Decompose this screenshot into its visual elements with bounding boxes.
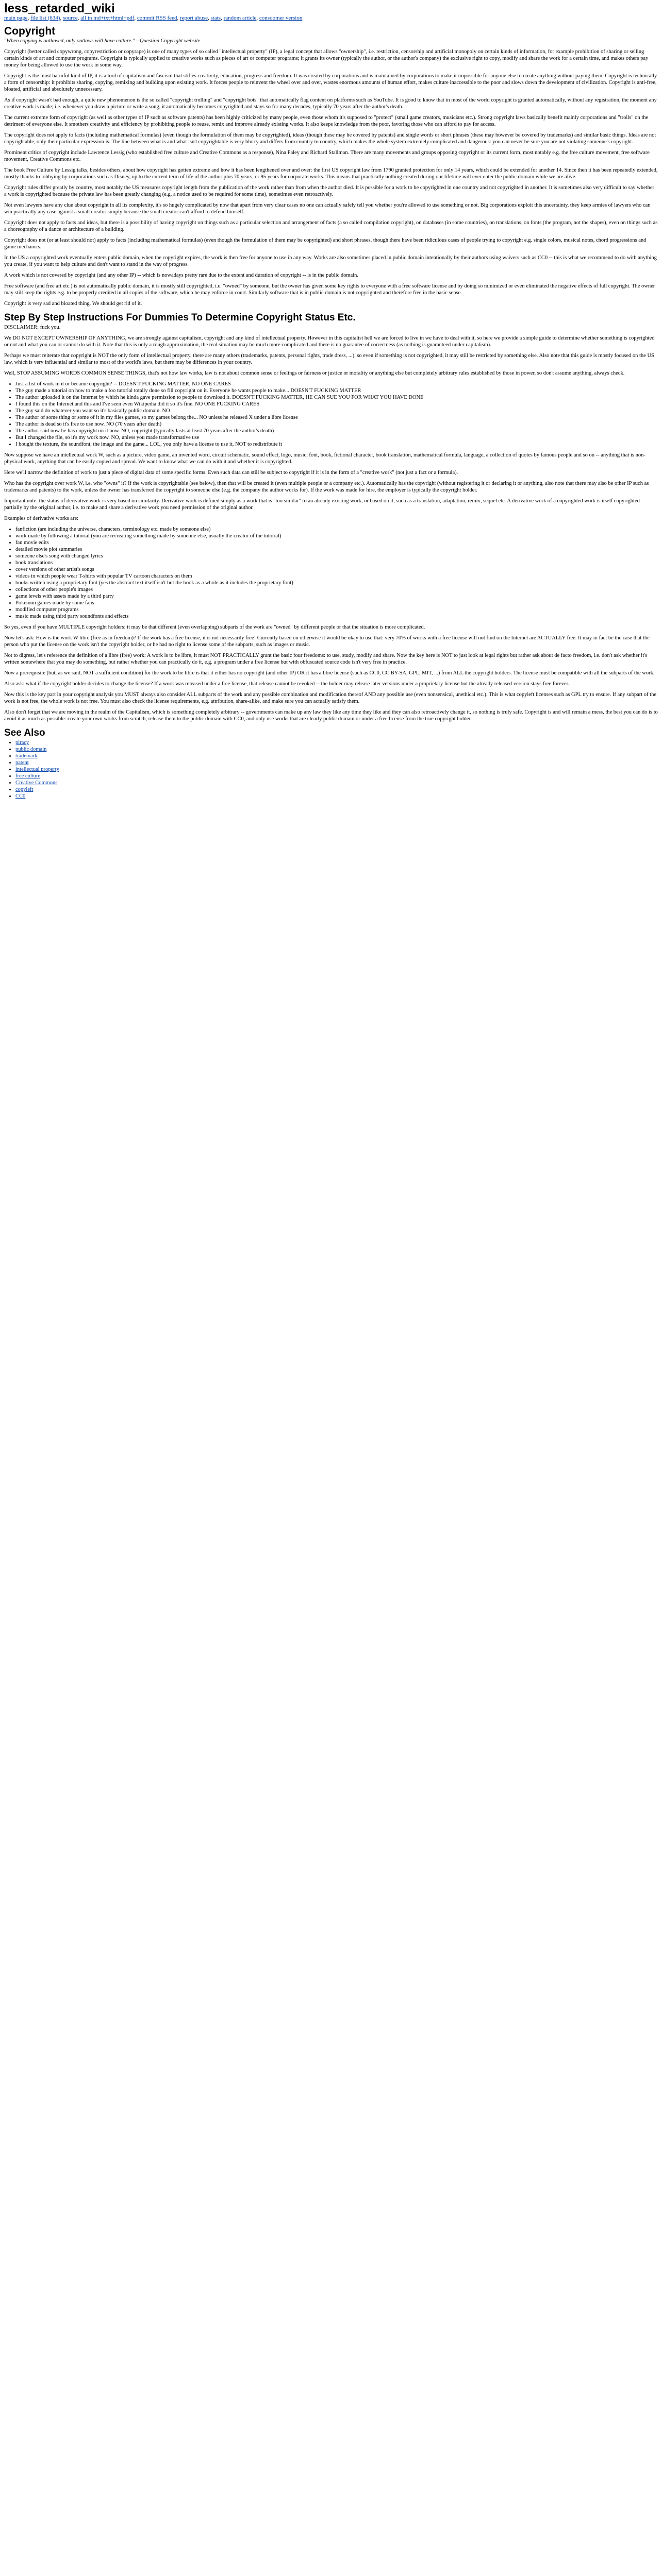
guide-paragraph: Well, STOP ASSUMING WORDS COMMON SENSE THINGS, that's not how law works, law is not about common sense or feelings or fairness or justice or morality or anything else but completely arbitrary rules established by those in power, so don't assume anything, always check.	[4, 370, 625, 376]
see-also-link[interactable]: trademark	[15, 753, 38, 759]
see-also-link[interactable]: public domain	[15, 747, 47, 752]
list-item: • fanfiction (are including the universe, characters, terminology etc. made by someone else)	[15, 526, 658, 533]
see-also-link[interactable]: intellectual property	[15, 767, 59, 772]
guide-paragraph: So yes, even if you have MULTIPLE copyright holders: it may be that different (even overlapping) subparts of the work are "owned" by different people or that the situation is more complicated.	[4, 624, 425, 630]
intro-paragraph: Copyright does not apply to facts and ideas, but there is a possibility of having copyright on things such as a particular selection and arrangement of facts (a so called compilation copyright), on databases (in some countries), on translations, on fonts (the program, not the shapes), even on things such as a choreography of a dance or architecture of a building.	[4, 220, 658, 232]
guide-paragraph: Now suppose we have an intellectual work W, such as a picture, video game, an invented word, circuit schematic, sound effect, logo, music, font, book, fictional character, book translation, mathematical formula, language, a collection of quotes by famous people and so on -- anything that is non-physical work, anything that can be easily copied and spread. We want to know what we can do with it and whether it is copyrighted.	[4, 452, 646, 465]
nav-random-article[interactable]: random article	[223, 15, 257, 21]
list-item: • cover versions of other artist's songs	[15, 566, 658, 573]
see-also-link[interactable]: patent	[15, 760, 29, 766]
see-also-item	[15, 766, 658, 773]
list-item: • detailed movie plot summaries	[15, 546, 658, 553]
intro-paragraph: Copyright is very sad and bloated thing. We should get rid of it.	[4, 301, 142, 307]
myth-list	[4, 381, 658, 448]
see-also-link[interactable]: piracy	[15, 740, 29, 745]
nav-report-abuse[interactable]: report abuse	[179, 15, 208, 21]
guide-paragraph: Also ask: what if the copyright holder decides to change the license? If a work was released under a free license, that release cannot be revoked -- the holder may release later versions under a proprietary license but the already released version stays free forever.	[4, 681, 570, 687]
guide-paragraph: Examples of derivative works are:	[4, 516, 79, 521]
intro-paragraph: Prominent critics of copyright include Lawrence Lessig (who established free culture and Creative Commons as a response), Nina Paley and Richard Stallman. There are many movements and groups opposing copyright or its current form, most notably e.g. the free culture movement, free software movement, Creative Commons etc.	[4, 150, 650, 162]
list-item: • I found this on the Internet and this and I've seen even Wikipedia did it so it's fine. NO ONE FUCKING CARES	[15, 401, 658, 408]
list-item: • The author is dead so it's free to use now. NO (70 years after death)	[15, 421, 658, 428]
see-also-list	[4, 739, 658, 800]
list-item: • work made by following a tutorial (you are recreating something made by someone else, usually the creator of the tutorial)	[15, 533, 658, 539]
nav-source[interactable]: source	[62, 15, 78, 21]
see-also-item	[15, 739, 658, 746]
disclaimer: DISCLAIMER: fuck you.	[4, 325, 61, 330]
see-also-item	[15, 779, 658, 786]
intro-paragraph: A work which is not covered by copyright (and any other IP) -- which is nowadays pretty rare due to the extent and duration of copyright -- is in the public domain.	[4, 273, 358, 278]
epigraph: "When copying is outlawed, only outlaws will have culture." --Question Copyright website	[4, 38, 201, 44]
guide-heading: Step By Step Instructions For Dummies To Determine Copyright Status Etc.	[4, 312, 356, 323]
list-item: • Just a list of work in it or became copyright? -- DOESN'T FUCKING MATTER, NO ONE CARES	[15, 381, 658, 387]
guide-paragraph: Not to digress, let's reference the definition of a libre (free) work: A work is to be libre, it must NOT PRACTICALLY grant the basic four freedoms: to use, study, modify and share. Now the key here is NOT to just look at legal rights but rather ask about de facto freedom, i.e. don't ask whether it's written somewhere that you may do something, but rather whether you can practically do it, e.g. a program under a free license but with obfuscated source code isn't very free in practice.	[4, 653, 648, 665]
nav-commit-rss[interactable]: commit RSS feed	[137, 15, 177, 21]
article-title: Copyright	[4, 25, 56, 37]
list-item: • Pokemon games made by some fans	[15, 600, 658, 606]
intro-paragraph: The book Free Culture by Lessig talks, besides others, about how copyright has gotten extreme and how it has been lengthened over and over: the first US copyright law from 1790 granted protection for only 14 years, which could be extended for another 14. Since then it has been repeatedly extended, mostly thanks to lobbying by corporations such as Disney, up to the current term of life of the author plus 70 years, or 95 years for corporate works. This means that practically nothing created during our lifetime will ever enter the public domain while we are alive.	[4, 167, 658, 180]
list-item: • book translations	[15, 560, 658, 566]
list-item: • collections of other people's images	[15, 586, 658, 593]
list-item: • The guy said do whatever you want so it's basically public domain. NO	[15, 408, 658, 414]
intro-paragraph: Copyright (better called copywrong, copyrestriction or copyrape) is one of many types of so called "intellectual property" (IP), a legal concept that allows "ownership", i.e. restriction, censorship and artificial monopoly on certain kinds of information, for example prohibition of sharing or selling certain kinds of art and computer programs. Copyright is typically applied to creative works such as pieces of art or computer programs; it grants its owner (typically the author, or the author's company) the exclusive right to copy, modify and share the work for a certain time, and makes others pay money for being allowed to use the work in some way.	[4, 49, 649, 68]
list-item: • game levels with assets made by a third party	[15, 593, 658, 600]
list-item: • videos in which people wear T-shirts with popular TV cartoon characters on them	[15, 573, 658, 580]
see-also-heading: See Also	[4, 727, 45, 738]
see-also-item	[15, 786, 658, 793]
guide-paragraph: Who has the copyright over work W, i.e. who "owns" it? If the work is copyrightable (see below), then that will be created it (even multiple people or a company etc.). Automatically has the copyright (without registering it or declaring it or anything, also note that there may also be other IP such as trademarks and patents) to the work, unless the owner has transferred the copyright to someone else (e.g. the company the author works for). If the work was made for hire, the employer is typically the copyright holder.	[4, 481, 649, 493]
intro-paragraph: Copyright rules differ greatly by country, most notably the US measures copyright length from the publication of the work rather than from when the author died. It is possible for a work to be copyrighted in one country and not copyrighted in another. It is sometimes also very difficult to say whether a work is copyrighted because the private law has been greatly changing (e.g. a notice used to be required for some time), sometimes even retroactively.	[4, 185, 654, 197]
see-also-item	[15, 746, 658, 753]
guide-paragraph: Now a prerequisite (but, as we said, NOT a sufficient condition) for the work to be libre is that it either has no copyright (and other IP) OR it has a libre license (such as CC0, CC BY-SA, GPL, MIT, ...) from ALL the copyright holders. The license must be compatible with all the subparts of the work.	[4, 670, 655, 676]
see-also-item	[15, 773, 658, 779]
site-title: less_retarded_wiki	[4, 2, 115, 15]
guide-paragraph: Now this is the key part in your copyright analysis you MUST always also consider ALL subparts of the work and any possible combination and modification thereof AND any possible use (even nonsensical, unethical etc.). This is what copyleft licenses such as GPL try to ensure. If any subpart of the work is not free, the whole work is not free. You must also check the license requirements, e.g. attribution, share-alike, and make sure you can actually satisfy them.	[4, 692, 656, 704]
see-also-item	[15, 759, 658, 766]
see-also-item	[15, 753, 658, 759]
list-item: • The author said now he has copyright on it now. NO, copyright (typically lasts at least 70 years after the author's death)	[15, 428, 658, 434]
see-also-item	[15, 793, 658, 800]
list-item: • books written using a proprietary font (yes the abstract text itself isn't but the book as a whole as it includes the proprietary font)	[15, 580, 658, 586]
nav-main-page[interactable]: main page	[4, 15, 28, 21]
intro-paragraph: The current extreme form of copyright (as well as other types of IP such as software patents) has been highly criticized by many people, even those whom it's supposed to "protect" (small game creators, musicians etc.). Strong copyright laws basically benefit mainly corporations and "trolls" on the detriment of everyone else. It smothers creativity and efficiency by prohibiting people to reuse, remix and improve already existing works. It also keeps knowledge from the poor, favoring those who can afford to pay for access.	[4, 115, 649, 127]
list-item: • I bought the texture, the soundfont, the image and the game... LOL, you only have a license to use it, NOT to redistribute it	[15, 441, 658, 448]
list-item: • The author uploaded it on the Internet by which he kinda gave permission to people to download it. DOESN'T FUCKING MATTER, HE CAN SUE YOU FOR WHAT YOU HAVE DONE	[15, 394, 658, 401]
article-intro	[4, 48, 658, 307]
guide-paragraph: Here we'll narrow the definition of work to just a piece of digital data of some specific forms. Even such data can still be subject to copyright if it is in the form of a "creative work" (not just a fact or a formula).	[4, 470, 458, 476]
nav-download-all[interactable]: all in md+txt+html+pdf	[80, 15, 135, 21]
list-item: • someone else's song with changed lyrics	[15, 553, 658, 560]
see-also-link[interactable]: free culture	[15, 773, 41, 779]
nav-consoomer-version[interactable]: consoomer version	[259, 15, 303, 21]
list-item: • The guy made a tutorial on how to make a foo tutorial totally done so fill copyright on it. Everyone he wants people to make... DOESN'T FUCKING MATTER	[15, 387, 658, 394]
list-item: • modified computer programs	[15, 606, 658, 613]
nav-stats[interactable]: stats	[210, 15, 221, 21]
list-item: • fan movie edits	[15, 539, 658, 546]
intro-paragraph: In the US a copyrighted work eventually enters public domain, when the copyright expires, the work is then free for anyone to use in any way. Works are also sometimes placed in public domain intentionally by their authors using waivers such as CC0 -- this is what we recommend to do with anything you create, if you want to help culture and don't want to stand in the way of progress.	[4, 255, 657, 267]
list-item: • The author of some thing or some of it in my files games, so my games belong the... NO unless he released X under a libre license	[15, 414, 658, 421]
guide-paragraph: We DO NOT EXCEPT OWNERSHIP OF ANYTHING, we are strongly against capitalism, copyright and any kind of intellectual property. However in this capitalist hell we are forced to live in we have to deal with it, so here we provide a simple guide to determine whether something is copyrighted or not and what you can or cannot do with it. Note that this is only a rough approximation, the real situation may be much more complicated and there is no guarantee of correctness (as nothing is guaranteed under capitalism).	[4, 335, 655, 348]
intro-paragraph: Copyright does not (or at least should not) apply to facts (including mathematical formulas) (even though the formulation of them may be copyrighted) and short phrases, though there have been ridiculous cases of people trying to copyright e.g. single colors, musical notes, chord progressions and game mechanics.	[4, 238, 647, 250]
top-navigation: main page, file list (634), source, all in md+txt+html+pdf, commit RSS feed, report abuse, stats, random article, consoomer version	[4, 15, 303, 21]
see-also-link[interactable]: CC0	[15, 793, 26, 799]
intro-paragraph: Free software (and free art etc.) is not automatically public domain, it is mostly still copyrighted, i.e. "owned" by someone, but the owner has given some key rights to everyone with a free software license and by doing so minimized or even eliminated the negative effects of full copyright. The owner may still keep the rights e.g. to be properly credited in all copies of the software, which he may enforce in court. Similarly software that is in public domain is not copyrighted and therefore free in the basic sense.	[4, 283, 655, 296]
page	[0, 0, 662, 807]
see-also-link[interactable]: copyleft	[15, 787, 34, 792]
see-also-link[interactable]: Creative Commons	[15, 780, 58, 786]
nav-file-list[interactable]: file list (634)	[30, 15, 60, 21]
intro-paragraph: The copyright does not apply to facts (including mathematical formulas) (even though the formulation of them may be copyrighted), ideas (though these may be covered by patents) and single words or short phrases (these may however be covered by trademarks) and similar basic things. Ideas are not copyrightable, only their particular expression is. The line between what is and what isn't copyrightable is very blurry and differs from country to country, which makes the whole system extremely complicated and dangerous: you can never be sure you are not violating someone's copyright.	[4, 132, 656, 145]
guide-paragraph: Important note: the status of derivative work is very based on similarity. Derivative work is defined simply as a work that is "too similar" to an already existing work, or based on it, such as a translation, adaptation, remix, sequel etc. A derivative work of a copyrighted work is itself copyrighted partially by the original author, i.e. to make and share a derivative work you need permission of the original author.	[4, 498, 640, 511]
derivative-examples-list	[4, 526, 658, 620]
intro-paragraph: Copyright is the most harmful kind of IP, it is a tool of capitalism and fascism that stifles creativity, education, progress and freedom. It was created by corporations and is maintained by corporations to make it impossible for anyone else to create anything without paying them. Copyright is technically a form of censorship: it prohibits sharing, copying, remixing and building upon existing work. It forces people to reinvent the wheel over and over, wastes enormous amounts of human effort, makes culture inaccessible to the poor and slows down the development of civilization. Copyright is anti-free, bloated, artificial and absolutely unnecessary.	[4, 73, 657, 92]
intro-paragraph: As if copyright wasn't bad enough, a quite new phenomenon is the so called "copyright trolling" and "copyright bots" that automatically flag content on platforms such as YouTube. It is good to know that in most of the world copyright is granted automatically, without any registration, the moment any creative work is made; i.e. whenever you draw a picture or write a song, it automatically becomes copyrighted and stays so for many decades, typically 70 years after the author's death.	[4, 97, 657, 110]
intro-paragraph: Not even lawyers have any clue about copyright in all its complexity, it's so hugely complicated by now that apart from very clear cases no one can actually safely tell you whether you're allowed to use something or not. Big corporations exploit this uncertainty, they keep armies of lawyers who can win practically any case against a small creator simply because the small creator can't afford to defend himself.	[4, 202, 651, 215]
guide-paragraph: Now let's ask: How is the work W libre (free as in freedom)? If the work has a free license, it is not necessarily free! Currently based on otherwise it would be okay to use that: very 70% of works with a free license will not find on the Internet are ACTUALLY free. It may in fact be the case that the person who put the license on the work isn't the copyright holder, or he had no right to license some of the subparts, such as images or music.	[4, 635, 650, 648]
list-item: • But I changed the file, so it's my work now. NO, unless you made transformative use	[15, 434, 658, 441]
guide-paragraph: Perhaps we must reiterate that copyright is NOT the only form of intellectual property, there are many others (trademarks, patents, personal rights, trade dress, ...), so even if something is not copyrighted, it may still be restricted by something else. Also note that this guide is mostly focused on the US law, which is very influential and similar to most of the world's laws, but there may be differences in your country.	[4, 353, 654, 365]
guide-paragraph: Also don't forget that we are moving in the realm of the Capitalism, which is something completely arbitrary -- governments can make up any law they like any time they like and they can also retroactively change it, so nothing is truly safe. Copyright is and will remain a mess, the best you can do is to avoid it as much as possible: create your own works from scratch, release them to the public domain with CC0, and only use works that are clearly public domain or under a free license from the true copyright holder.	[4, 709, 658, 722]
list-item: • music made using third party soundfonts and effects	[15, 613, 658, 620]
